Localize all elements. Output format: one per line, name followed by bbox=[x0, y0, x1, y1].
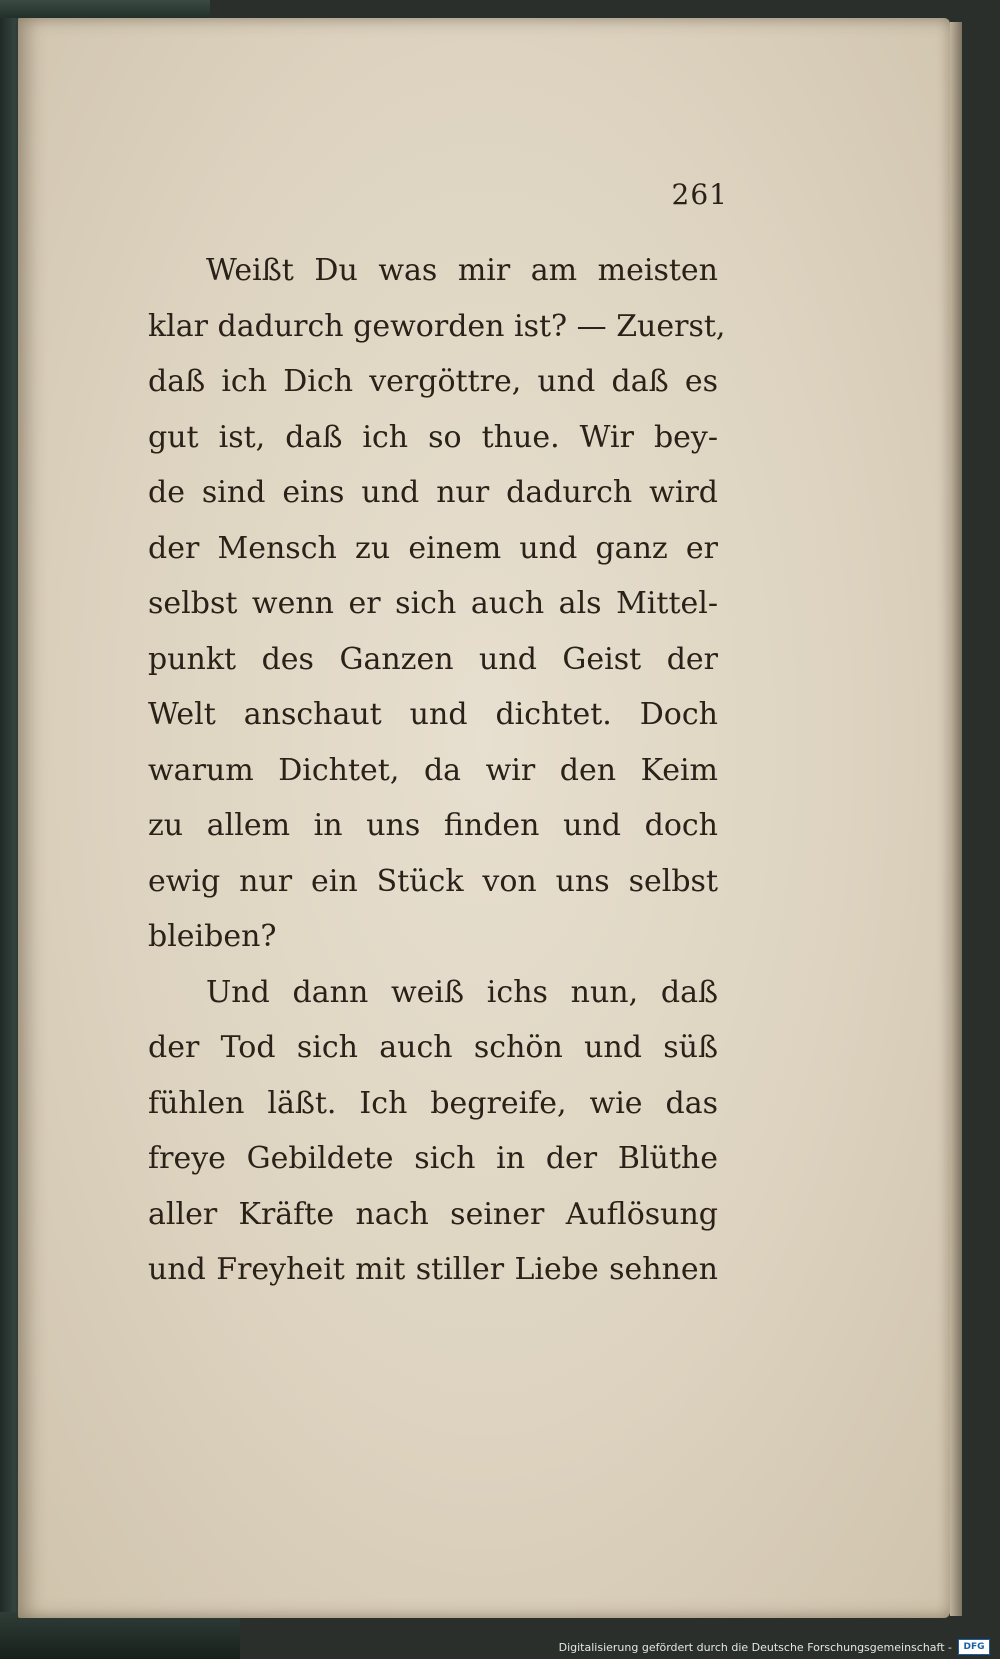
page-edge bbox=[950, 22, 962, 1616]
text-line: Und dann weiß ichs nun, daß bbox=[206, 974, 718, 1010]
text-line: fühlen läßt. Ich begreife, wie das bbox=[148, 1085, 718, 1121]
text-line: klar dadurch geworden ist? — Zuerst, bbox=[148, 308, 726, 344]
digitization-credit bbox=[559, 1638, 990, 1656]
text-line: Weißt Du was mir am meisten bbox=[206, 253, 718, 288]
text-line: der Tod sich auch schön und süß bbox=[148, 1030, 718, 1065]
text-line: daß ich Dich vergöttre, und daß es bbox=[148, 364, 718, 399]
page-number: 261 bbox=[671, 178, 728, 211]
text-line: warum Dichtet, da wir den Keim bbox=[148, 752, 718, 788]
binding-cloth-bottom bbox=[0, 1612, 240, 1659]
text-line: bleiben? bbox=[148, 919, 277, 954]
text-line: freye Gebildete sich in der Blüthe bbox=[148, 1141, 718, 1176]
text-line: der Mensch zu einem und ganz er bbox=[148, 530, 718, 566]
text-line: punkt des Ganzen und Geist der bbox=[148, 641, 718, 677]
text-line: und Freyheit mit stiller Liebe sehnen bbox=[148, 1252, 718, 1287]
text-line: Welt anschaut und dichtet. Doch bbox=[148, 697, 718, 732]
text-line: zu allem in uns finden und doch bbox=[148, 808, 718, 843]
credit-text: Digitalisierung gefördert durch die Deutsche Forschungsgemeinschaft - bbox=[558, 1640, 952, 1654]
dfg-logo: DFG bbox=[958, 1639, 990, 1655]
binding-cloth-top bbox=[0, 0, 210, 18]
text-line: aller Kräfte nach seiner Auflösung bbox=[148, 1196, 718, 1232]
text-line: de sind eins und nur dadurch wird bbox=[148, 475, 718, 510]
text-line: selbst wenn er sich auch als Mittel- bbox=[148, 586, 718, 621]
text-line: gut ist, daß ich so thue. Wir bey- bbox=[148, 419, 718, 455]
paragraph bbox=[148, 965, 718, 1298]
paragraph bbox=[148, 243, 726, 965]
page-text bbox=[148, 243, 726, 1298]
text-line: ewig nur ein Stück von uns selbst bbox=[148, 863, 718, 899]
